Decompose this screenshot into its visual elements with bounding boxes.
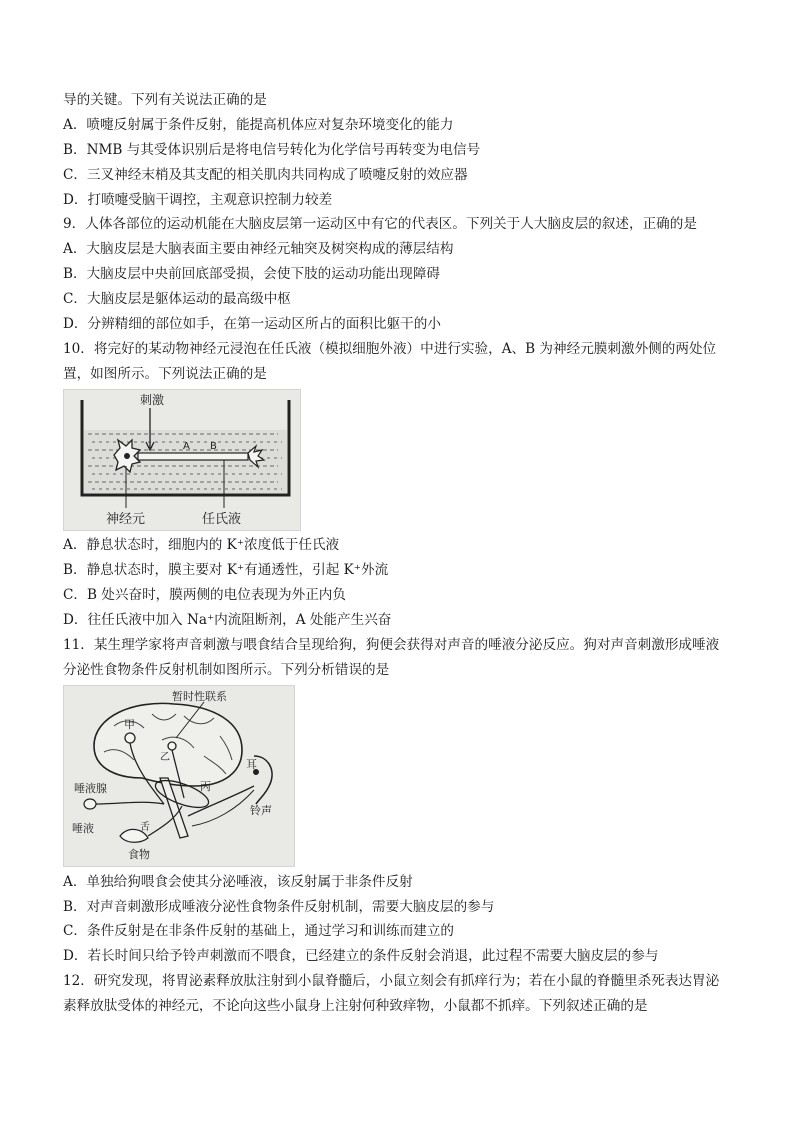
- q10-stem-line2: 置，如图所示。下列说法正确的是: [63, 366, 267, 382]
- label-bing: 丙: [200, 780, 211, 793]
- q9-option-c: C．大脑皮层是躯体运动的最高级中枢: [63, 291, 291, 307]
- q11-stem-line2: 分泌性食物条件反射机制如图所示。下列分析错误的是: [63, 662, 390, 678]
- label-food: 食物: [128, 848, 150, 861]
- q11-stem-line1: 11．某生理学家将声音刺激与喂食结合呈现给狗，狗便会获得对声音的唾液分泌反应。狗对声音刺激形成唾液: [63, 637, 720, 653]
- label-ear: 耳: [246, 758, 257, 771]
- q11-option-a: A．单独给狗喂食会使其分泌唾液，该反射属于非条件反射: [63, 874, 413, 890]
- q8-option-b: B．NMB 与其受体识别后是将电信号转化为化学信号再转变为电信号: [63, 142, 481, 158]
- q10-option-a: A．静息状态时，细胞内的 K⁺浓度低于任氏液: [63, 537, 340, 553]
- bell-sound-pathway: [192, 790, 254, 826]
- label-jia: 甲: [124, 718, 135, 731]
- center-yi: [168, 742, 176, 750]
- q11-option-b: B．对声音刺激形成唾液分泌性食物条件反射机制，需要大脑皮层的参与: [63, 899, 495, 915]
- q10-option-d: D．往任氏液中加入 Na⁺内流阻断剂，A 处能产生兴奋: [63, 612, 392, 628]
- q8-option-d: D．打喷嚏受脑干调控，主观意识控制力较差: [63, 192, 333, 208]
- q10-neuron-figure: [63, 389, 301, 531]
- q12-stem-line2: 素释放肽受体的神经元，不论向这些小鼠身上注射何种致痒物，小鼠都不抓痒。下列叙述正确的是: [63, 998, 648, 1014]
- label-saliva: 唾液: [72, 822, 94, 835]
- q10-stem-line1: 10．将完好的某动物神经元浸泡在任氏液（模拟细胞外液）中进行实验，A、B 为神经元膜刺激外侧的两处位: [63, 341, 717, 357]
- label-yi: 乙: [160, 752, 170, 763]
- label-temporary-link: 暂时性联系: [172, 690, 227, 703]
- q10-option-b: B．静息状态时，膜主要对 K⁺有通透性，引起 K⁺外流: [63, 562, 389, 578]
- label-stimulus: 刺激: [140, 393, 165, 407]
- q8-option-a: A．喷嚏反射属于条件反射，能提高机体应对复杂环境变化的能力: [63, 117, 454, 133]
- q8-stem-tail: 导的关键。下列有关说法正确的是: [63, 92, 267, 108]
- q9-option-b: B．大脑皮层中央前回底部受损，会使下肢的运动功能出现障碍: [63, 266, 441, 282]
- neuron-axon: [138, 453, 248, 460]
- center-jia: [125, 733, 135, 743]
- label-solution: 任氏液: [202, 512, 242, 527]
- label-b: B: [210, 441, 217, 452]
- q11-option-c: C．条件反射是在非条件反射的基础上，通过学习和训练而建立的: [63, 923, 455, 939]
- q12-stem-line1: 12．研究发现，将胃泌素释放肽注射到小鼠脊髓后，小鼠立刻会有抓痒行为；若在小鼠的脊髓里杀死表达胃泌: [63, 973, 720, 989]
- label-neuron: 神经元: [106, 512, 146, 527]
- q9-option-a: A．大脑皮层是大脑表面主要由神经元轴突及树突构成的薄层结构: [63, 241, 454, 257]
- label-a: A: [183, 441, 190, 452]
- salivary-gland-shape: [84, 799, 96, 809]
- q8-option-c: C．三叉神经末梢及其支配的相关肌肉共同构成了喷嚏反射的效应器: [63, 167, 468, 183]
- efferent-pathway: [96, 802, 164, 804]
- q11-option-d: D．若长时间只给予铃声刺激而不喂食，已经建立的条件反射会消退，此过程不需要大脑皮层的参与: [63, 948, 659, 964]
- label-tongue: 舌: [140, 822, 150, 833]
- q9-option-d: D．分辨精细的部位如手，在第一运动区所占的面积比躯干的小: [63, 316, 441, 332]
- label-salivary-gland: 唾液腺: [74, 782, 107, 795]
- label-bell: 铃声: [250, 804, 272, 817]
- q10-option-c: C．B 处兴奋时，膜两侧的电位表现为外正内负: [63, 587, 346, 603]
- q11-brain-figure: [63, 685, 295, 867]
- brainstem: [160, 778, 188, 838]
- q9-stem: 9．人体各部位的运动机能在大脑皮层第一运动区中有它的代表区。下列关于人大脑皮层的叙述，正确的是: [63, 216, 697, 232]
